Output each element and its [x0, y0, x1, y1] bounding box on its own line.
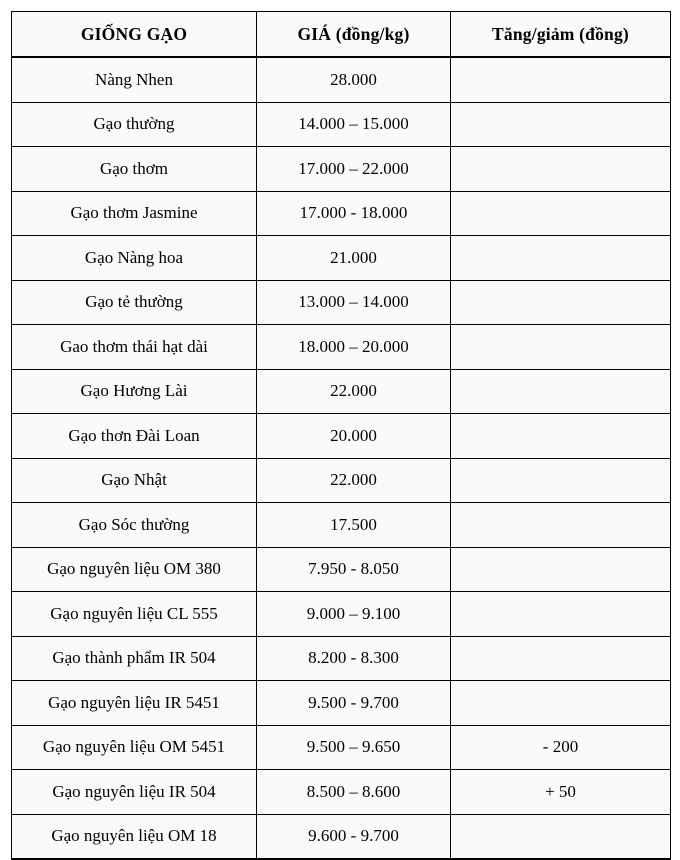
cell-price: 20.000	[257, 414, 451, 459]
table-row	[12, 236, 671, 281]
rice-price-table	[11, 11, 671, 860]
table-row	[12, 770, 671, 815]
cell-price: 13.000 – 14.000	[257, 280, 451, 325]
table-body	[12, 57, 671, 859]
cell-price: 8.200 - 8.300	[257, 636, 451, 681]
cell-price: 9.500 – 9.650	[257, 725, 451, 770]
column-header-variety: GIỐNG GẠO	[12, 12, 257, 58]
cell-price: 9.600 - 9.700	[257, 814, 451, 859]
cell-change	[451, 147, 671, 192]
table-row	[12, 191, 671, 236]
cell-change: + 50	[451, 770, 671, 815]
cell-price: 8.500 – 8.600	[257, 770, 451, 815]
cell-price: 9.500 - 9.700	[257, 681, 451, 726]
table-row	[12, 57, 671, 102]
cell-variety: Nàng Nhen	[12, 57, 257, 102]
cell-change	[451, 503, 671, 548]
table-row	[12, 503, 671, 548]
cell-price: 9.000 – 9.100	[257, 592, 451, 637]
cell-change	[451, 280, 671, 325]
table-row	[12, 636, 671, 681]
column-header-price: GIÁ (đồng/kg)	[257, 12, 451, 58]
cell-price: 18.000 – 20.000	[257, 325, 451, 370]
cell-change: - 200	[451, 725, 671, 770]
cell-variety: Gạo nguyên liệu IR 504	[12, 770, 257, 815]
table-row	[12, 414, 671, 459]
table-row	[12, 725, 671, 770]
cell-change	[451, 57, 671, 102]
table-header-row	[12, 12, 671, 58]
cell-variety: Gạo thơm Jasmine	[12, 191, 257, 236]
cell-price: 22.000	[257, 369, 451, 414]
cell-change	[451, 592, 671, 637]
cell-variety: Gạo nguyên liệu OM 5451	[12, 725, 257, 770]
cell-variety: Gạo Nàng hoa	[12, 236, 257, 281]
table-row	[12, 369, 671, 414]
cell-change	[451, 681, 671, 726]
cell-change	[451, 636, 671, 681]
cell-price: 14.000 – 15.000	[257, 102, 451, 147]
cell-variety: Gạo Hương Lài	[12, 369, 257, 414]
cell-price: 17.000 - 18.000	[257, 191, 451, 236]
cell-variety: Gạo thơn Đài Loan	[12, 414, 257, 459]
cell-variety: Gạo Sóc thường	[12, 503, 257, 548]
cell-change	[451, 102, 671, 147]
table-header	[12, 12, 671, 58]
cell-variety: Gạo nguyên liệu OM 18	[12, 814, 257, 859]
table-row	[12, 681, 671, 726]
table-row	[12, 592, 671, 637]
cell-variety: Gạo thơm	[12, 147, 257, 192]
column-header-change: Tăng/giảm (đồng)	[451, 12, 671, 58]
cell-price: 22.000	[257, 458, 451, 503]
table-row	[12, 102, 671, 147]
cell-change	[451, 191, 671, 236]
cell-change	[451, 547, 671, 592]
cell-change	[451, 325, 671, 370]
cell-variety: Gạo tẻ thường	[12, 280, 257, 325]
table-row	[12, 325, 671, 370]
cell-variety: Gạo nguyên liệu OM 380	[12, 547, 257, 592]
cell-change	[451, 236, 671, 281]
cell-change	[451, 458, 671, 503]
table-row	[12, 458, 671, 503]
cell-change	[451, 414, 671, 459]
table-row	[12, 547, 671, 592]
rice-price-table-container	[11, 11, 670, 846]
cell-variety: Gạo Nhật	[12, 458, 257, 503]
cell-variety: Gạo nguyên liệu IR 5451	[12, 681, 257, 726]
cell-price: 28.000	[257, 57, 451, 102]
cell-variety: Gạo thường	[12, 102, 257, 147]
cell-change	[451, 814, 671, 859]
cell-price: 17.000 – 22.000	[257, 147, 451, 192]
table-row	[12, 280, 671, 325]
table-row	[12, 814, 671, 859]
cell-change	[451, 369, 671, 414]
cell-variety: Gạo thành phẩm IR 504	[12, 636, 257, 681]
table-row	[12, 147, 671, 192]
cell-variety: Gạo nguyên liệu CL 555	[12, 592, 257, 637]
cell-price: 17.500	[257, 503, 451, 548]
cell-price: 21.000	[257, 236, 451, 281]
cell-price: 7.950 - 8.050	[257, 547, 451, 592]
cell-variety: Gao thơm thái hạt dài	[12, 325, 257, 370]
